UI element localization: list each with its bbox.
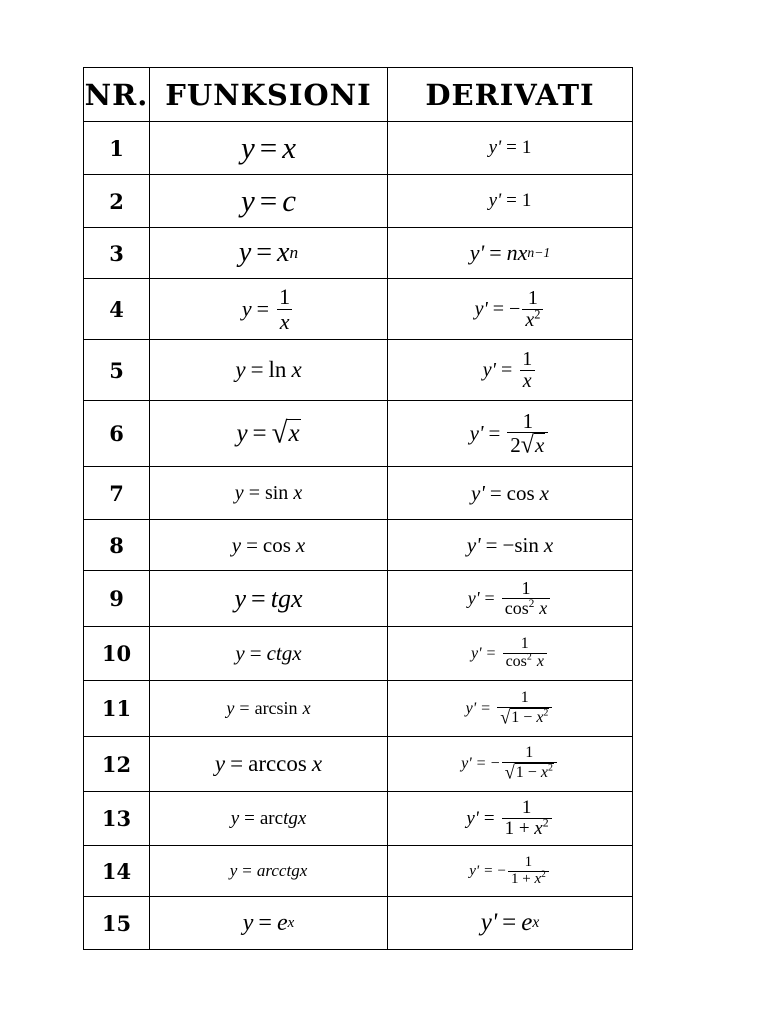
formula <box>483 349 537 392</box>
rhs: x <box>282 130 296 165</box>
derivative-cell <box>388 792 633 846</box>
equals: = <box>506 190 517 211</box>
derivative-cell <box>388 175 633 228</box>
row-number: 13 <box>84 792 150 846</box>
lhs: y' <box>482 358 496 381</box>
numerator: 1 <box>521 578 531 599</box>
equals: = <box>489 480 502 505</box>
equals: = <box>251 583 266 613</box>
numerator: 1 <box>524 853 533 870</box>
function-cell <box>150 175 388 228</box>
denominator-constant: 1 + <box>511 870 531 887</box>
lhs: y' <box>465 699 477 717</box>
equals: = <box>230 751 244 776</box>
lhs: y' <box>480 909 498 936</box>
denominator: x <box>277 309 293 333</box>
derivative-cell <box>388 681 633 737</box>
lhs: y <box>242 909 254 936</box>
row-number: 9 <box>84 571 150 627</box>
denominator <box>508 871 549 888</box>
formula <box>469 855 551 888</box>
exponent: 2 <box>547 762 553 774</box>
lhs: y <box>240 130 255 165</box>
function-cell <box>150 846 388 897</box>
equals: = <box>259 183 278 218</box>
equals: = <box>500 358 513 381</box>
lhs: y <box>231 532 242 557</box>
fraction <box>519 349 535 392</box>
denominator <box>503 653 547 671</box>
row-number: 11 <box>84 681 150 737</box>
derivative-cell <box>388 897 633 950</box>
exponent: 2 <box>534 306 541 321</box>
argument: x <box>311 751 323 776</box>
formula <box>489 190 532 212</box>
function-cell <box>150 520 388 571</box>
derivative-cell <box>388 520 633 571</box>
derivative-cell <box>388 279 633 340</box>
header-derivative: DERIVATI <box>388 68 633 122</box>
exponent: 2 <box>541 869 546 880</box>
denominator <box>502 762 557 783</box>
denominator-coefficient: 2 <box>510 432 521 457</box>
fraction <box>497 690 552 728</box>
formula: y' = e x <box>480 909 540 936</box>
function-cell <box>150 627 388 681</box>
function-cell <box>150 467 388 520</box>
function-cell <box>150 279 388 340</box>
exponent: 2 <box>528 598 535 610</box>
rhs: 1 <box>521 190 532 211</box>
derivative-cell <box>388 571 633 627</box>
formula <box>461 745 559 783</box>
radicand <box>515 763 554 782</box>
equals: = <box>242 861 252 880</box>
argument: x <box>302 698 311 718</box>
equals: = <box>485 532 498 557</box>
numerator: 1 <box>525 744 534 762</box>
coefficient: nx <box>506 240 528 265</box>
rhs: 1 <box>521 137 532 158</box>
formula <box>471 636 549 671</box>
minus-sign: − <box>509 297 521 320</box>
formula <box>466 690 555 728</box>
square-root: √ $1 - x^2$ <box>500 705 549 727</box>
argument: x <box>291 357 302 382</box>
lhs: y' <box>469 240 485 265</box>
derivative-cell <box>388 401 633 467</box>
formula <box>466 798 553 839</box>
argument: x <box>539 480 549 505</box>
derivative-cell <box>388 228 633 279</box>
equals: = <box>506 137 517 158</box>
radicand: x <box>535 432 545 457</box>
radicand <box>510 708 549 727</box>
row-number: 4 <box>84 279 150 340</box>
denominator-function: cos <box>504 598 529 618</box>
derivative-cell <box>388 340 633 401</box>
table-row <box>84 627 633 681</box>
equals: = <box>259 130 278 165</box>
formula <box>231 808 307 830</box>
table-row <box>84 681 633 737</box>
argument: x <box>295 532 306 557</box>
denominator <box>507 432 548 457</box>
derivative-cell <box>388 627 633 681</box>
fraction <box>502 579 551 618</box>
formula: y = x n <box>238 237 299 268</box>
lhs: y' <box>488 137 502 158</box>
formula <box>471 481 549 506</box>
formula: y = e x <box>242 909 295 936</box>
argument: x <box>536 653 544 670</box>
lhs: y <box>230 807 240 829</box>
lhs: y' <box>469 420 484 445</box>
formula <box>236 416 300 450</box>
equals: = <box>246 532 258 557</box>
equals: = <box>483 807 495 829</box>
square-root: √ $1 - x^2$ <box>504 761 553 783</box>
denominator-variable: x <box>534 818 543 839</box>
equals: = <box>476 755 486 772</box>
table-row <box>84 467 633 520</box>
function-name: sin <box>514 532 539 557</box>
header-nr: NR. <box>84 68 150 122</box>
equals: = <box>502 909 517 936</box>
equals: = <box>484 588 495 608</box>
function-cell <box>150 401 388 467</box>
equals: = <box>258 909 272 936</box>
derivative-cell <box>388 737 633 792</box>
numerator: 1 <box>520 635 529 653</box>
derivative-cell <box>388 122 633 175</box>
equals: = <box>249 641 262 665</box>
row-number: 14 <box>84 846 150 897</box>
lhs: y <box>229 861 238 880</box>
formula <box>475 288 546 331</box>
formula <box>467 533 553 558</box>
numerator: 1 <box>522 347 533 370</box>
row-number: 8 <box>84 520 150 571</box>
lhs: y <box>241 296 252 321</box>
row-number: 3 <box>84 228 150 279</box>
row-number: 7 <box>84 467 150 520</box>
equals: = <box>256 237 273 268</box>
function-name: ln <box>268 357 287 382</box>
formula: y' = nx n−1 <box>469 240 551 265</box>
exponent: 2 <box>526 651 532 663</box>
row-number: 12 <box>84 737 150 792</box>
function-cell <box>150 571 388 627</box>
lhs: y' <box>466 532 481 557</box>
lhs: y <box>238 237 252 268</box>
rhs: ctgx <box>266 641 302 665</box>
argument: tgx <box>283 807 307 829</box>
lhs: y <box>214 751 226 776</box>
argument: x <box>543 532 554 557</box>
table-row <box>84 520 633 571</box>
radicand-constant: 1 − <box>515 764 537 781</box>
denominator <box>502 598 551 618</box>
exponent: 2 <box>543 707 549 719</box>
numerator: 1 <box>522 408 534 433</box>
function-cell <box>150 897 388 950</box>
formula <box>232 533 306 558</box>
radicand-variable: x <box>536 708 544 726</box>
equals: = <box>239 698 250 718</box>
function-name: sin <box>264 481 289 504</box>
formula <box>235 584 303 614</box>
table-row <box>84 792 633 846</box>
denominator <box>497 707 552 728</box>
formula <box>235 641 301 666</box>
function-name: arc <box>259 807 284 829</box>
base: e <box>276 909 288 936</box>
formula <box>215 751 322 777</box>
equals: = <box>484 862 493 879</box>
lhs: y <box>234 481 244 504</box>
formula <box>241 183 296 219</box>
lhs: y <box>235 641 245 665</box>
equals: = <box>250 357 264 382</box>
lhs: y' <box>488 190 502 211</box>
denominator: x <box>520 370 535 392</box>
fraction <box>507 410 548 457</box>
table-row <box>84 897 633 950</box>
equals: = <box>244 807 255 829</box>
derivative-cell <box>388 467 633 520</box>
equals: = <box>248 481 260 504</box>
function-cell <box>150 792 388 846</box>
lhs: y' <box>461 755 472 772</box>
formula <box>242 285 295 332</box>
row-number: 15 <box>84 897 150 950</box>
function-cell <box>150 228 388 279</box>
table-row <box>84 175 633 228</box>
denominator-function: cos <box>505 653 527 670</box>
row-number: 6 <box>84 401 150 467</box>
minus-sign: − <box>502 532 515 557</box>
lhs: y' <box>466 807 479 829</box>
fraction <box>502 745 557 783</box>
denominator <box>522 306 543 331</box>
argument: x <box>539 598 548 618</box>
lhs: y' <box>471 480 485 505</box>
base: x <box>277 237 290 268</box>
equals: = <box>486 644 496 662</box>
lhs: y <box>235 357 246 382</box>
function-cell <box>150 340 388 401</box>
function-name: cos <box>262 532 291 557</box>
table-row <box>84 401 633 467</box>
numerator: 1 <box>520 688 529 706</box>
formula <box>226 698 310 719</box>
fraction <box>522 288 543 331</box>
function-name: arcsin <box>254 698 298 718</box>
fraction <box>503 636 547 671</box>
denominator-constant: 1 + <box>504 818 530 839</box>
radicand: x <box>288 420 300 448</box>
denominator-base: x <box>525 308 535 331</box>
formula <box>235 482 302 505</box>
row-number: 2 <box>84 175 150 228</box>
lhs: y <box>226 698 235 718</box>
row-number: 10 <box>84 627 150 681</box>
header-function: FUNKSIONI <box>150 68 388 122</box>
equals: = <box>489 240 502 265</box>
minus-sign: − <box>490 755 500 772</box>
table-row <box>84 737 633 792</box>
function-cell <box>150 737 388 792</box>
lhs: y <box>234 583 247 613</box>
table-row <box>84 846 633 897</box>
equals: = <box>492 297 505 320</box>
derivatives-table <box>83 67 633 950</box>
table-row <box>84 122 633 175</box>
formula <box>230 861 308 881</box>
minus-sign: − <box>497 862 506 879</box>
fraction <box>276 285 293 332</box>
row-number: 5 <box>84 340 150 401</box>
numerator: 1 <box>279 284 291 310</box>
radicand-variable: x <box>540 764 548 781</box>
argument: x <box>293 481 303 504</box>
lhs: y' <box>469 862 480 879</box>
equals: = <box>488 420 501 445</box>
exponent: 2 <box>542 816 549 830</box>
table-row <box>84 571 633 627</box>
fraction <box>502 798 552 839</box>
numerator: 1 <box>521 797 532 819</box>
radicand-constant: 1 − <box>511 708 533 726</box>
base: e <box>521 909 533 936</box>
rhs: arcctgx <box>256 861 308 880</box>
row-number: 1 <box>84 122 150 175</box>
table-row <box>84 340 633 401</box>
formula <box>468 579 553 618</box>
function-name: cos <box>506 480 535 505</box>
equals: = <box>252 419 267 447</box>
function-cell <box>150 681 388 737</box>
formula <box>470 410 551 457</box>
denominator-variable: x <box>534 870 542 887</box>
table-row <box>84 228 633 279</box>
function-name: arccos <box>248 751 307 776</box>
lhs: y <box>236 419 248 447</box>
lhs: y' <box>471 644 482 662</box>
formula <box>235 357 301 383</box>
formula <box>489 137 532 159</box>
formula <box>241 130 296 166</box>
header-row <box>84 68 633 122</box>
lhs: y <box>240 183 255 218</box>
fraction <box>508 855 549 888</box>
derivative-cell <box>388 846 633 897</box>
equals: = <box>481 699 491 717</box>
table-row <box>84 279 633 340</box>
rhs: c <box>282 183 296 218</box>
square-root: √ x <box>520 430 545 459</box>
denominator <box>502 818 552 839</box>
equals: = <box>256 296 270 321</box>
lhs: y' <box>467 588 480 608</box>
lhs: y' <box>474 297 488 320</box>
numerator: 1 <box>527 286 538 309</box>
square-root: √ x <box>271 416 300 450</box>
rhs: tgx <box>270 583 303 613</box>
function-cell <box>150 122 388 175</box>
